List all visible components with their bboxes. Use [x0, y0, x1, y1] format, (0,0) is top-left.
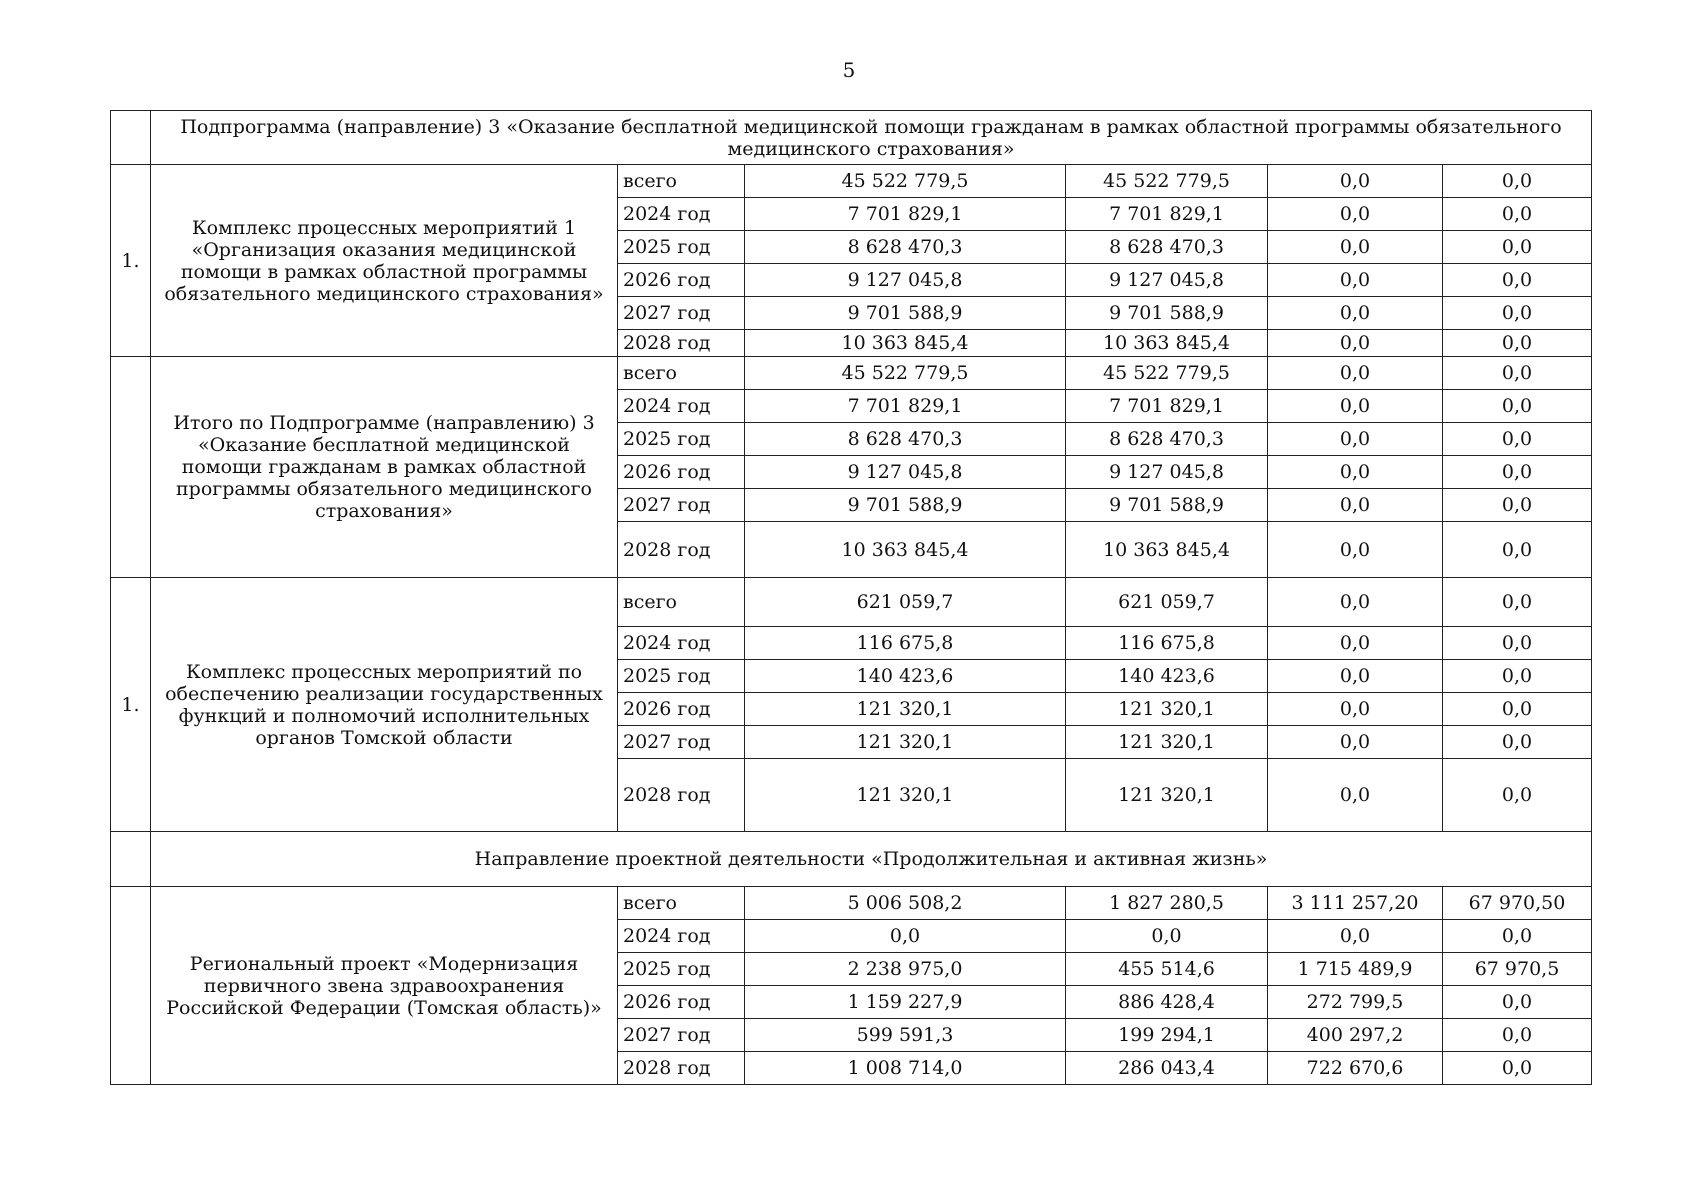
value-col4: 0,0 [1443, 920, 1592, 953]
value-col3: 0,0 [1268, 726, 1443, 759]
value-col4: 0,0 [1443, 456, 1592, 489]
value-col2: 45 522 779,5 [1066, 357, 1268, 390]
year-label: 2024 год [618, 920, 745, 953]
year-label: 2028 год [618, 330, 745, 357]
value-total: 8 628 470,3 [745, 423, 1066, 456]
value-col3: 0,0 [1268, 297, 1443, 330]
value-col4: 67 970,5 [1443, 953, 1592, 986]
value-col2: 7 701 829,1 [1066, 198, 1268, 231]
table-row [111, 165, 1592, 198]
year-label: всего [618, 357, 745, 390]
activity-name: Комплекс процессных мероприятий 1 «Организация оказания медицинской помощи в рамках областной программы обязательного медицинского страхования» [151, 165, 618, 357]
value-col4: 0,0 [1443, 726, 1592, 759]
value-total: 9 701 588,9 [745, 297, 1066, 330]
subprogram-total-name: Итого по Подпрограмме (направлению) 3 «Оказание бесплатной медицинской помощи гражданам в рамках областной программы обязательного медицинского страхования» [151, 357, 618, 578]
value-col3: 0,0 [1268, 390, 1443, 423]
value-col2: 0,0 [1066, 920, 1268, 953]
value-col3: 0,0 [1268, 693, 1443, 726]
year-label: всего [618, 165, 745, 198]
year-label: 2027 год [618, 489, 745, 522]
value-col4: 0,0 [1443, 627, 1592, 660]
value-col3: 0,0 [1268, 522, 1443, 578]
year-label: 2028 год [618, 759, 745, 832]
subprogram-header-row [111, 111, 1592, 165]
value-total: 599 591,3 [745, 1019, 1066, 1052]
year-label: 2025 год [618, 660, 745, 693]
value-col3: 0,0 [1268, 759, 1443, 832]
value-col3: 0,0 [1268, 660, 1443, 693]
value-col4: 0,0 [1443, 660, 1592, 693]
subprogram-title: Подпрограмма (направление) 3 «Оказание бесплатной медицинской помощи гражданам в рамках областной программы обязательного медицинского страхования» [151, 111, 1592, 165]
value-col3: 0,0 [1268, 920, 1443, 953]
empty-number-cell [111, 111, 151, 165]
year-label: всего [618, 578, 745, 627]
value-col2: 199 294,1 [1066, 1019, 1268, 1052]
year-label: 2028 год [618, 522, 745, 578]
value-col4: 0,0 [1443, 165, 1592, 198]
value-col3: 3 111 257,20 [1268, 887, 1443, 920]
page-number: 5 [842, 58, 856, 82]
value-col4: 0,0 [1443, 390, 1592, 423]
value-total: 9 127 045,8 [745, 264, 1066, 297]
value-col3: 0,0 [1268, 231, 1443, 264]
row-number: 1. [111, 578, 151, 832]
value-col3: 722 670,6 [1268, 1052, 1443, 1085]
value-col4: 0,0 [1443, 986, 1592, 1019]
year-label: 2026 год [618, 693, 745, 726]
row-number: 1. [111, 165, 151, 357]
value-col4: 67 970,50 [1443, 887, 1592, 920]
year-label: 2026 год [618, 456, 745, 489]
year-label: 2027 год [618, 297, 745, 330]
year-label: 2024 год [618, 627, 745, 660]
value-col2: 140 423,6 [1066, 660, 1268, 693]
value-col3: 0,0 [1268, 357, 1443, 390]
value-col3: 0,0 [1268, 330, 1443, 357]
value-col3: 0,0 [1268, 165, 1443, 198]
value-col4: 0,0 [1443, 297, 1592, 330]
value-col3: 1 715 489,9 [1268, 953, 1443, 986]
value-col2: 121 320,1 [1066, 759, 1268, 832]
value-col4: 0,0 [1443, 693, 1592, 726]
value-col2: 455 514,6 [1066, 953, 1268, 986]
value-total: 0,0 [745, 920, 1066, 953]
value-col2: 8 628 470,3 [1066, 231, 1268, 264]
year-label: 2028 год [618, 1052, 745, 1085]
value-col2: 121 320,1 [1066, 693, 1268, 726]
value-col3: 0,0 [1268, 423, 1443, 456]
value-col3: 272 799,5 [1268, 986, 1443, 1019]
regional-project-name: Региональный проект «Модернизация первичного звена здравоохранения Российской Федерации (Томская область)» [151, 887, 618, 1085]
value-col4: 0,0 [1443, 759, 1592, 832]
value-total: 1 159 227,9 [745, 986, 1066, 1019]
value-total: 116 675,8 [745, 627, 1066, 660]
value-total: 1 008 714,0 [745, 1052, 1066, 1085]
value-col2: 116 675,8 [1066, 627, 1268, 660]
row-number [111, 357, 151, 578]
value-col4: 0,0 [1443, 522, 1592, 578]
value-col2: 9 127 045,8 [1066, 456, 1268, 489]
value-total: 7 701 829,1 [745, 390, 1066, 423]
empty-number-cell [111, 832, 151, 887]
value-total: 140 423,6 [745, 660, 1066, 693]
value-total: 5 006 508,2 [745, 887, 1066, 920]
table-row [111, 357, 1592, 390]
year-label: 2025 год [618, 231, 745, 264]
value-total: 8 628 470,3 [745, 231, 1066, 264]
activity-name: Комплекс процессных мероприятий по обеспечению реализации государственных функций и полномочий исполнительных органов Томской области [151, 578, 618, 832]
value-total: 9 701 588,9 [745, 489, 1066, 522]
value-total: 7 701 829,1 [745, 198, 1066, 231]
value-col2: 1 827 280,5 [1066, 887, 1268, 920]
value-col2: 9 701 588,9 [1066, 489, 1268, 522]
value-col3: 400 297,2 [1268, 1019, 1443, 1052]
value-col4: 0,0 [1443, 1052, 1592, 1085]
value-col3: 0,0 [1268, 198, 1443, 231]
table-row [111, 887, 1592, 920]
value-col4: 0,0 [1443, 578, 1592, 627]
value-total: 121 320,1 [745, 693, 1066, 726]
value-col4: 0,0 [1443, 357, 1592, 390]
year-label: 2026 год [618, 986, 745, 1019]
value-col2: 121 320,1 [1066, 726, 1268, 759]
year-label: 2024 год [618, 198, 745, 231]
value-total: 9 127 045,8 [745, 456, 1066, 489]
value-col2: 45 522 779,5 [1066, 165, 1268, 198]
value-col4: 0,0 [1443, 231, 1592, 264]
value-total: 121 320,1 [745, 759, 1066, 832]
direction-title: Направление проектной деятельности «Продолжительная и активная жизнь» [151, 832, 1592, 887]
value-col4: 0,0 [1443, 489, 1592, 522]
value-col4: 0,0 [1443, 264, 1592, 297]
year-label: 2027 год [618, 1019, 745, 1052]
value-col4: 0,0 [1443, 198, 1592, 231]
value-col3: 0,0 [1268, 264, 1443, 297]
value-total: 45 522 779,5 [745, 165, 1066, 198]
value-col4: 0,0 [1443, 1019, 1592, 1052]
value-total: 10 363 845,4 [745, 330, 1066, 357]
value-col2: 9 127 045,8 [1066, 264, 1268, 297]
value-total: 2 238 975,0 [745, 953, 1066, 986]
year-label: 2025 год [618, 953, 745, 986]
value-col2: 7 701 829,1 [1066, 390, 1268, 423]
table-row [111, 578, 1592, 627]
financing-table [110, 110, 1592, 1085]
value-col2: 886 428,4 [1066, 986, 1268, 1019]
direction-header-row [111, 832, 1592, 887]
year-label: 2025 год [618, 423, 745, 456]
year-label: 2027 год [618, 726, 745, 759]
value-col3: 0,0 [1268, 627, 1443, 660]
value-col4: 0,0 [1443, 423, 1592, 456]
value-col2: 8 628 470,3 [1066, 423, 1268, 456]
value-total: 621 059,7 [745, 578, 1066, 627]
value-col4: 0,0 [1443, 330, 1592, 357]
value-total: 121 320,1 [745, 726, 1066, 759]
year-label: 2026 год [618, 264, 745, 297]
year-label: 2024 год [618, 390, 745, 423]
value-col3: 0,0 [1268, 456, 1443, 489]
year-label: всего [618, 887, 745, 920]
value-col2: 9 701 588,9 [1066, 297, 1268, 330]
value-total: 45 522 779,5 [745, 357, 1066, 390]
row-number [111, 887, 151, 1085]
value-col2: 621 059,7 [1066, 578, 1268, 627]
value-col2: 10 363 845,4 [1066, 330, 1268, 357]
value-total: 10 363 845,4 [745, 522, 1066, 578]
value-col3: 0,0 [1268, 578, 1443, 627]
value-col2: 286 043,4 [1066, 1052, 1268, 1085]
value-col3: 0,0 [1268, 489, 1443, 522]
value-col2: 10 363 845,4 [1066, 522, 1268, 578]
